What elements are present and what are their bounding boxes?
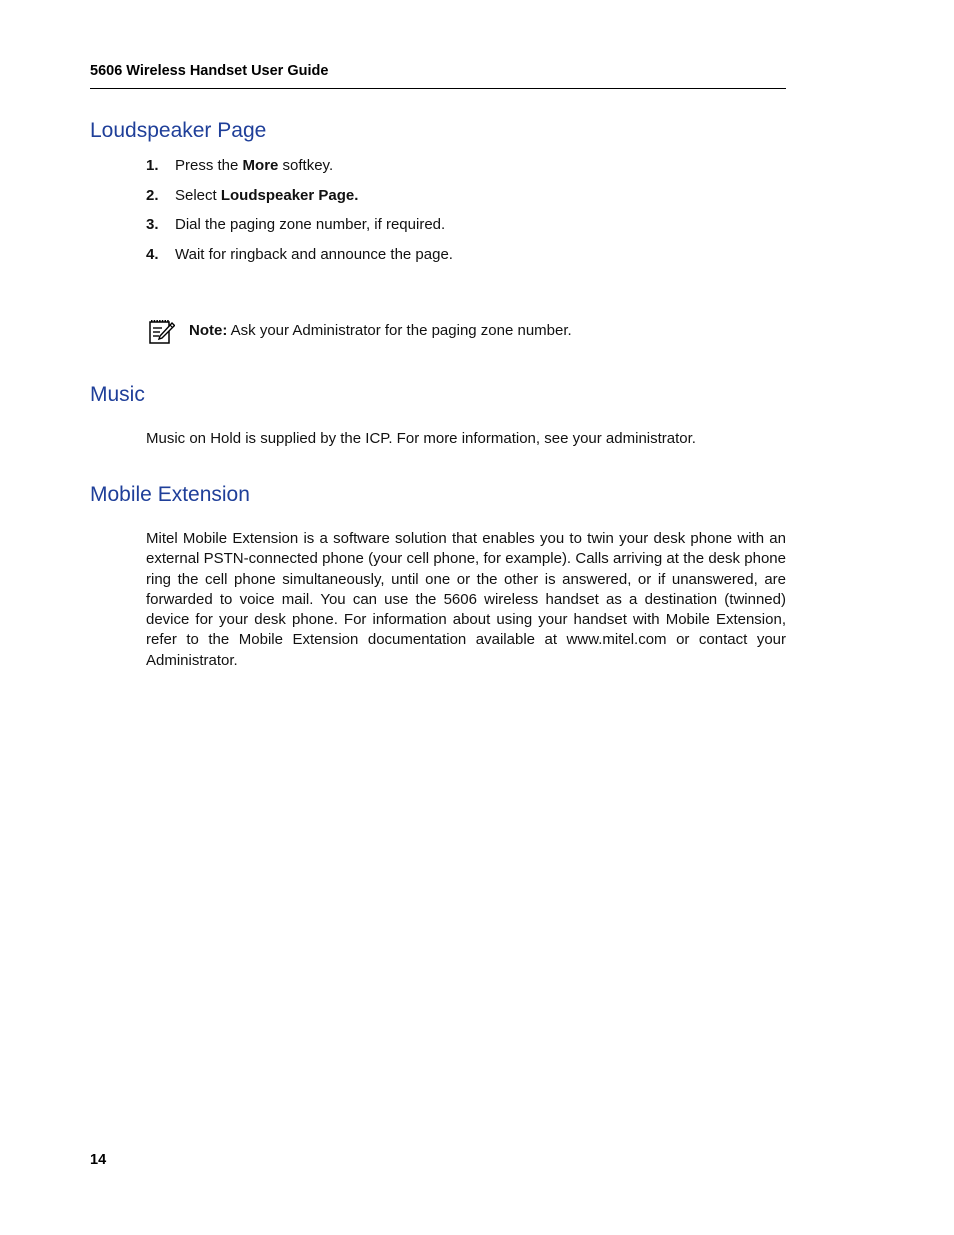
step-number: 3. bbox=[146, 216, 159, 233]
step-text: Dial the paging zone number, if required. bbox=[175, 216, 446, 233]
step-item bbox=[146, 216, 453, 246]
note-body: Ask your Administrator for the paging zone number. bbox=[227, 322, 572, 339]
step-item bbox=[146, 246, 453, 276]
note-callout bbox=[148, 318, 572, 345]
step-number: 2. bbox=[146, 186, 159, 204]
step-item bbox=[146, 157, 453, 187]
step-text: Wait for ringback and announce the page. bbox=[175, 245, 453, 263]
note-pencil-icon bbox=[148, 318, 175, 345]
step-number: 1. bbox=[146, 157, 159, 174]
loudspeaker-steps-list bbox=[146, 157, 453, 275]
note-label: Note: bbox=[189, 322, 228, 339]
header-divider bbox=[90, 88, 786, 89]
section-heading-loudspeaker-page: Loudspeaker Page bbox=[90, 119, 267, 142]
mobile-extension-body-text: Mitel Mobile Extension is a software solution that enables you to twin your desk phone with an external PSTN-connected phone (your cell phone, for example). Calls arriving at the desk phone ring the cell phone simultaneously, until one or the other is answered, or if unanswered, are forwarded to voice mail. You can use the 5606 wireless handset as a destination (twinned) device for your desk phone. For information about using your handset with Mobile Extension, refer to the Mobile Extension documentation available at www.mitel.com or contact your Administrator. bbox=[146, 530, 786, 669]
document-header-title: 5606 Wireless Handset User Guide bbox=[90, 63, 329, 79]
step-text: Press the More softkey. bbox=[175, 157, 334, 174]
page-number: 14 bbox=[90, 1152, 107, 1168]
note-text bbox=[189, 318, 572, 339]
section-heading-music: Music bbox=[90, 383, 145, 406]
music-body-text: Music on Hold is supplied by the ICP. For more information, see your administrator. bbox=[146, 430, 696, 447]
step-text: Select Loudspeaker Page. bbox=[175, 186, 359, 204]
step-number: 4. bbox=[146, 245, 159, 263]
section-heading-mobile-extension: Mobile Extension bbox=[90, 483, 250, 506]
step-item bbox=[146, 187, 453, 217]
